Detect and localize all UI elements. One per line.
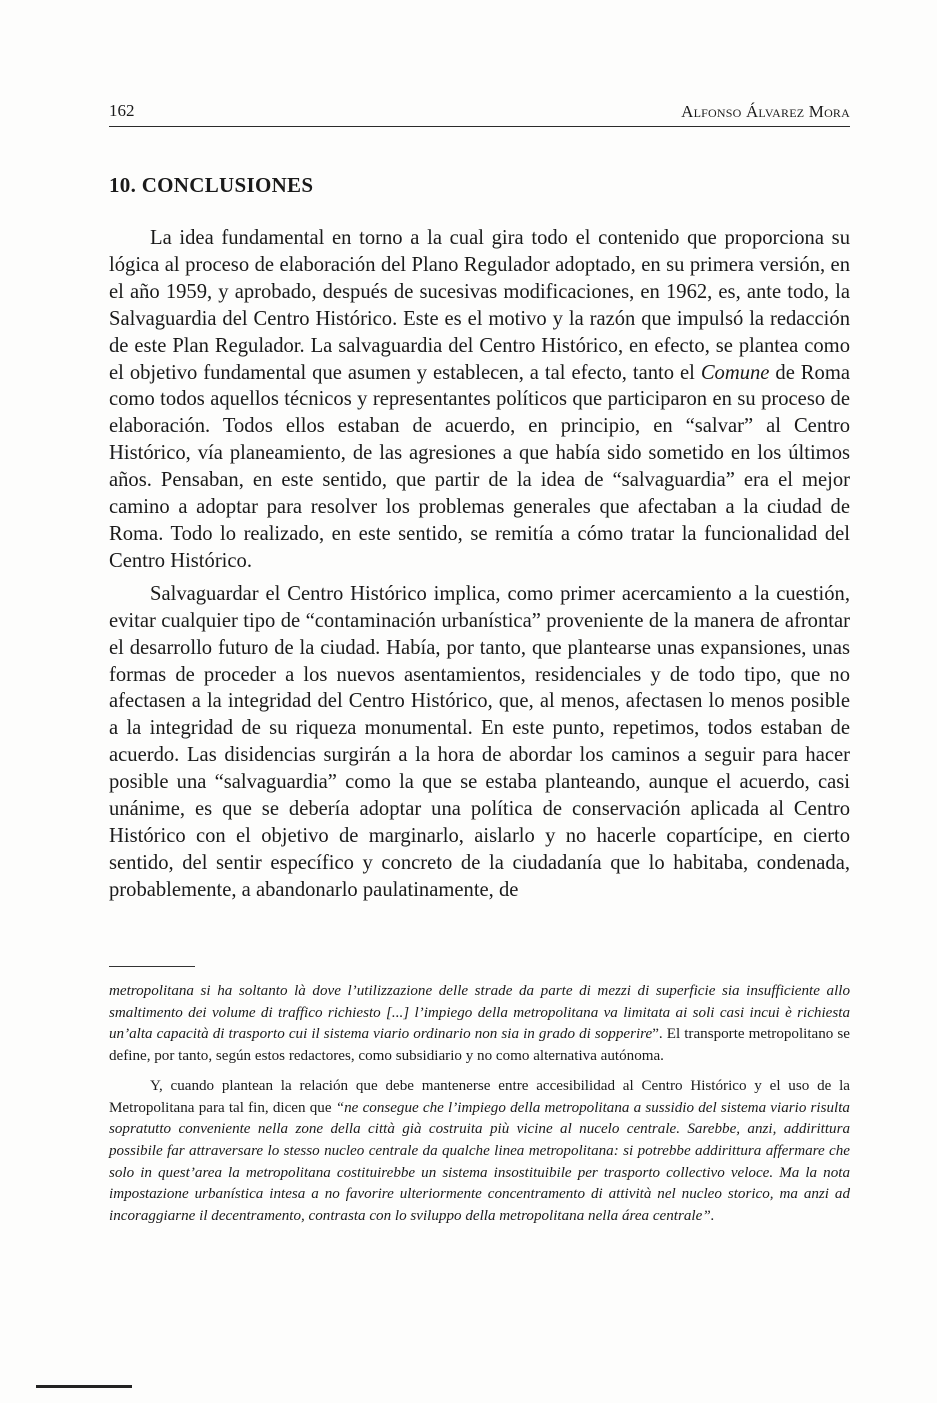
comune-italic: Comune	[700, 361, 770, 384]
paragraph-1-part-b: de Roma como todos aquellos técnicos y representantes políticos que participaron en su proceso de elaboración. Todos ellos estaban de acuerdo, en principio, en “salvar” al Centro Histórico, vía planeamiento, de las agresiones a que había sido sometido en los últimos años. Pensaban, en este sentido, que partir de la idea de “salvaguardia” era el mejor camino a adoptar para resolver los problemas generales que afectaban a la ciudad de Roma. Todo lo realizado, en este sentido, se remitía a cómo tratar la funcionalidad del Centro Histórico.	[109, 361, 850, 572]
footnote-paragraph-2	[109, 1076, 850, 1228]
footnote-paragraph-1	[109, 981, 850, 1068]
footnote-2-text: Y, cuando plantean la relación que debe mantenerse entre accesibilidad al Centro Histórico y el uso de la Metropolitana para tal fin, dicen que	[109, 1077, 850, 1116]
paragraph-2: Salvaguardar el Centro Histórico implica, como primer acercamiento a la cuestión, evitar cualquier tipo de “contaminación urbanística” proveniente de la manera de afrontar el desarrollo futuro de la ciudad. Había, por tanto, que plantearse unas expansiones, unas formas de proceder a los nuevos asentamientos, residenciales y de todo tipo, que no afectasen a la integridad del Centro Histórico, que, al menos, afectasen lo menos posible a la integridad de su riqueza monumental. En este punto, repetimos, todos estaban de acuerdo. Las disidencias surgirán a la hora de abordar los caminos a seguir para hacer posible una “salvaguardia” como la que se estaba planteando, aunque el acuerdo, casi unánime, es que se debería adoptar una política de conservación aplicada al Centro Histórico con el objetivo de marginarlo, aislarlo y no hacerle copartícipe, en cierto sentido, del sentir específico y concreto de la ciudadanía que lo habitaba, condenada, probablemente, a abandonarlo paulatinamente, de	[109, 582, 850, 901]
footnote-2-italic-quote: “ne consegue che l’impiego della metropolitana a sussidio del sistema viario risulta sopratutto conveniente nella zone della città già costruita più vicine al nucelo centrale. Sarebbe, anzi, addirittura possibile far attraversare lo stesso nucleo centrale da qualche linea metropolitana: si potrebbe addirittura affermare che solo in quest’area la metropolitana costituirebbe un sistema insostituibile per trasporto collectivo veloce. Ma la nota impostazione urbanística intesa a no favorire ulteriormente concentramento di attività nel nucleo storico, ma anzi ad incoraggiarne il decentramento, contrasta con lo sviluppo della metropolitana nella área centrale”.	[109, 1099, 850, 1225]
running-header	[109, 101, 850, 125]
scan-edge-mark	[36, 1385, 132, 1388]
footnote-block	[109, 981, 850, 1228]
main-text	[109, 225, 850, 904]
paragraph-1-part-a: La idea fundamental en torno a la cual gira todo el contenido que proporciona su lógica al proceso de elaboración del Plano Regulador adoptado, en su primera versión, en el año 1959, y aprobado, después de sucesivas modificaciones, en 1962, es, ante todo, la Salvaguardia del Centro Histórico. Este es el motivo y la razón que impulsó la redacción de este Plan Regulador. La salvaguardia del Centro Histórico, en efecto, se plantea como el objetivo fundamental que asumen y establecen, a tal efecto, tanto el	[109, 227, 850, 384]
header-rule	[109, 126, 850, 127]
footnote-1-text: ”. El transporte metropolitano se define, por tanto, según estos redactores, como subsidiario y no como alternativa autónoma.	[109, 1026, 850, 1065]
page-number: 162	[109, 101, 135, 120]
paragraph-1	[109, 225, 850, 575]
footnote-rule	[109, 966, 195, 967]
section-heading: 10. CONCLUSIONES	[109, 173, 314, 197]
running-header-author: Alfonso Álvarez Mora	[681, 102, 850, 121]
footnote-1-italic-quote: metropolitana si ha soltanto là dove l’utilizzazione delle strade da parte di mezzi di superficie sia insufficiente allo smaltimento dei volume di traffico richiesto [...] l’impiego della metropolitana va limitata ai soli casi incui è richiesta un’alta capacità di trasporto cui il sistema viario ordinario non sia in grado di sopperire	[109, 983, 850, 1043]
